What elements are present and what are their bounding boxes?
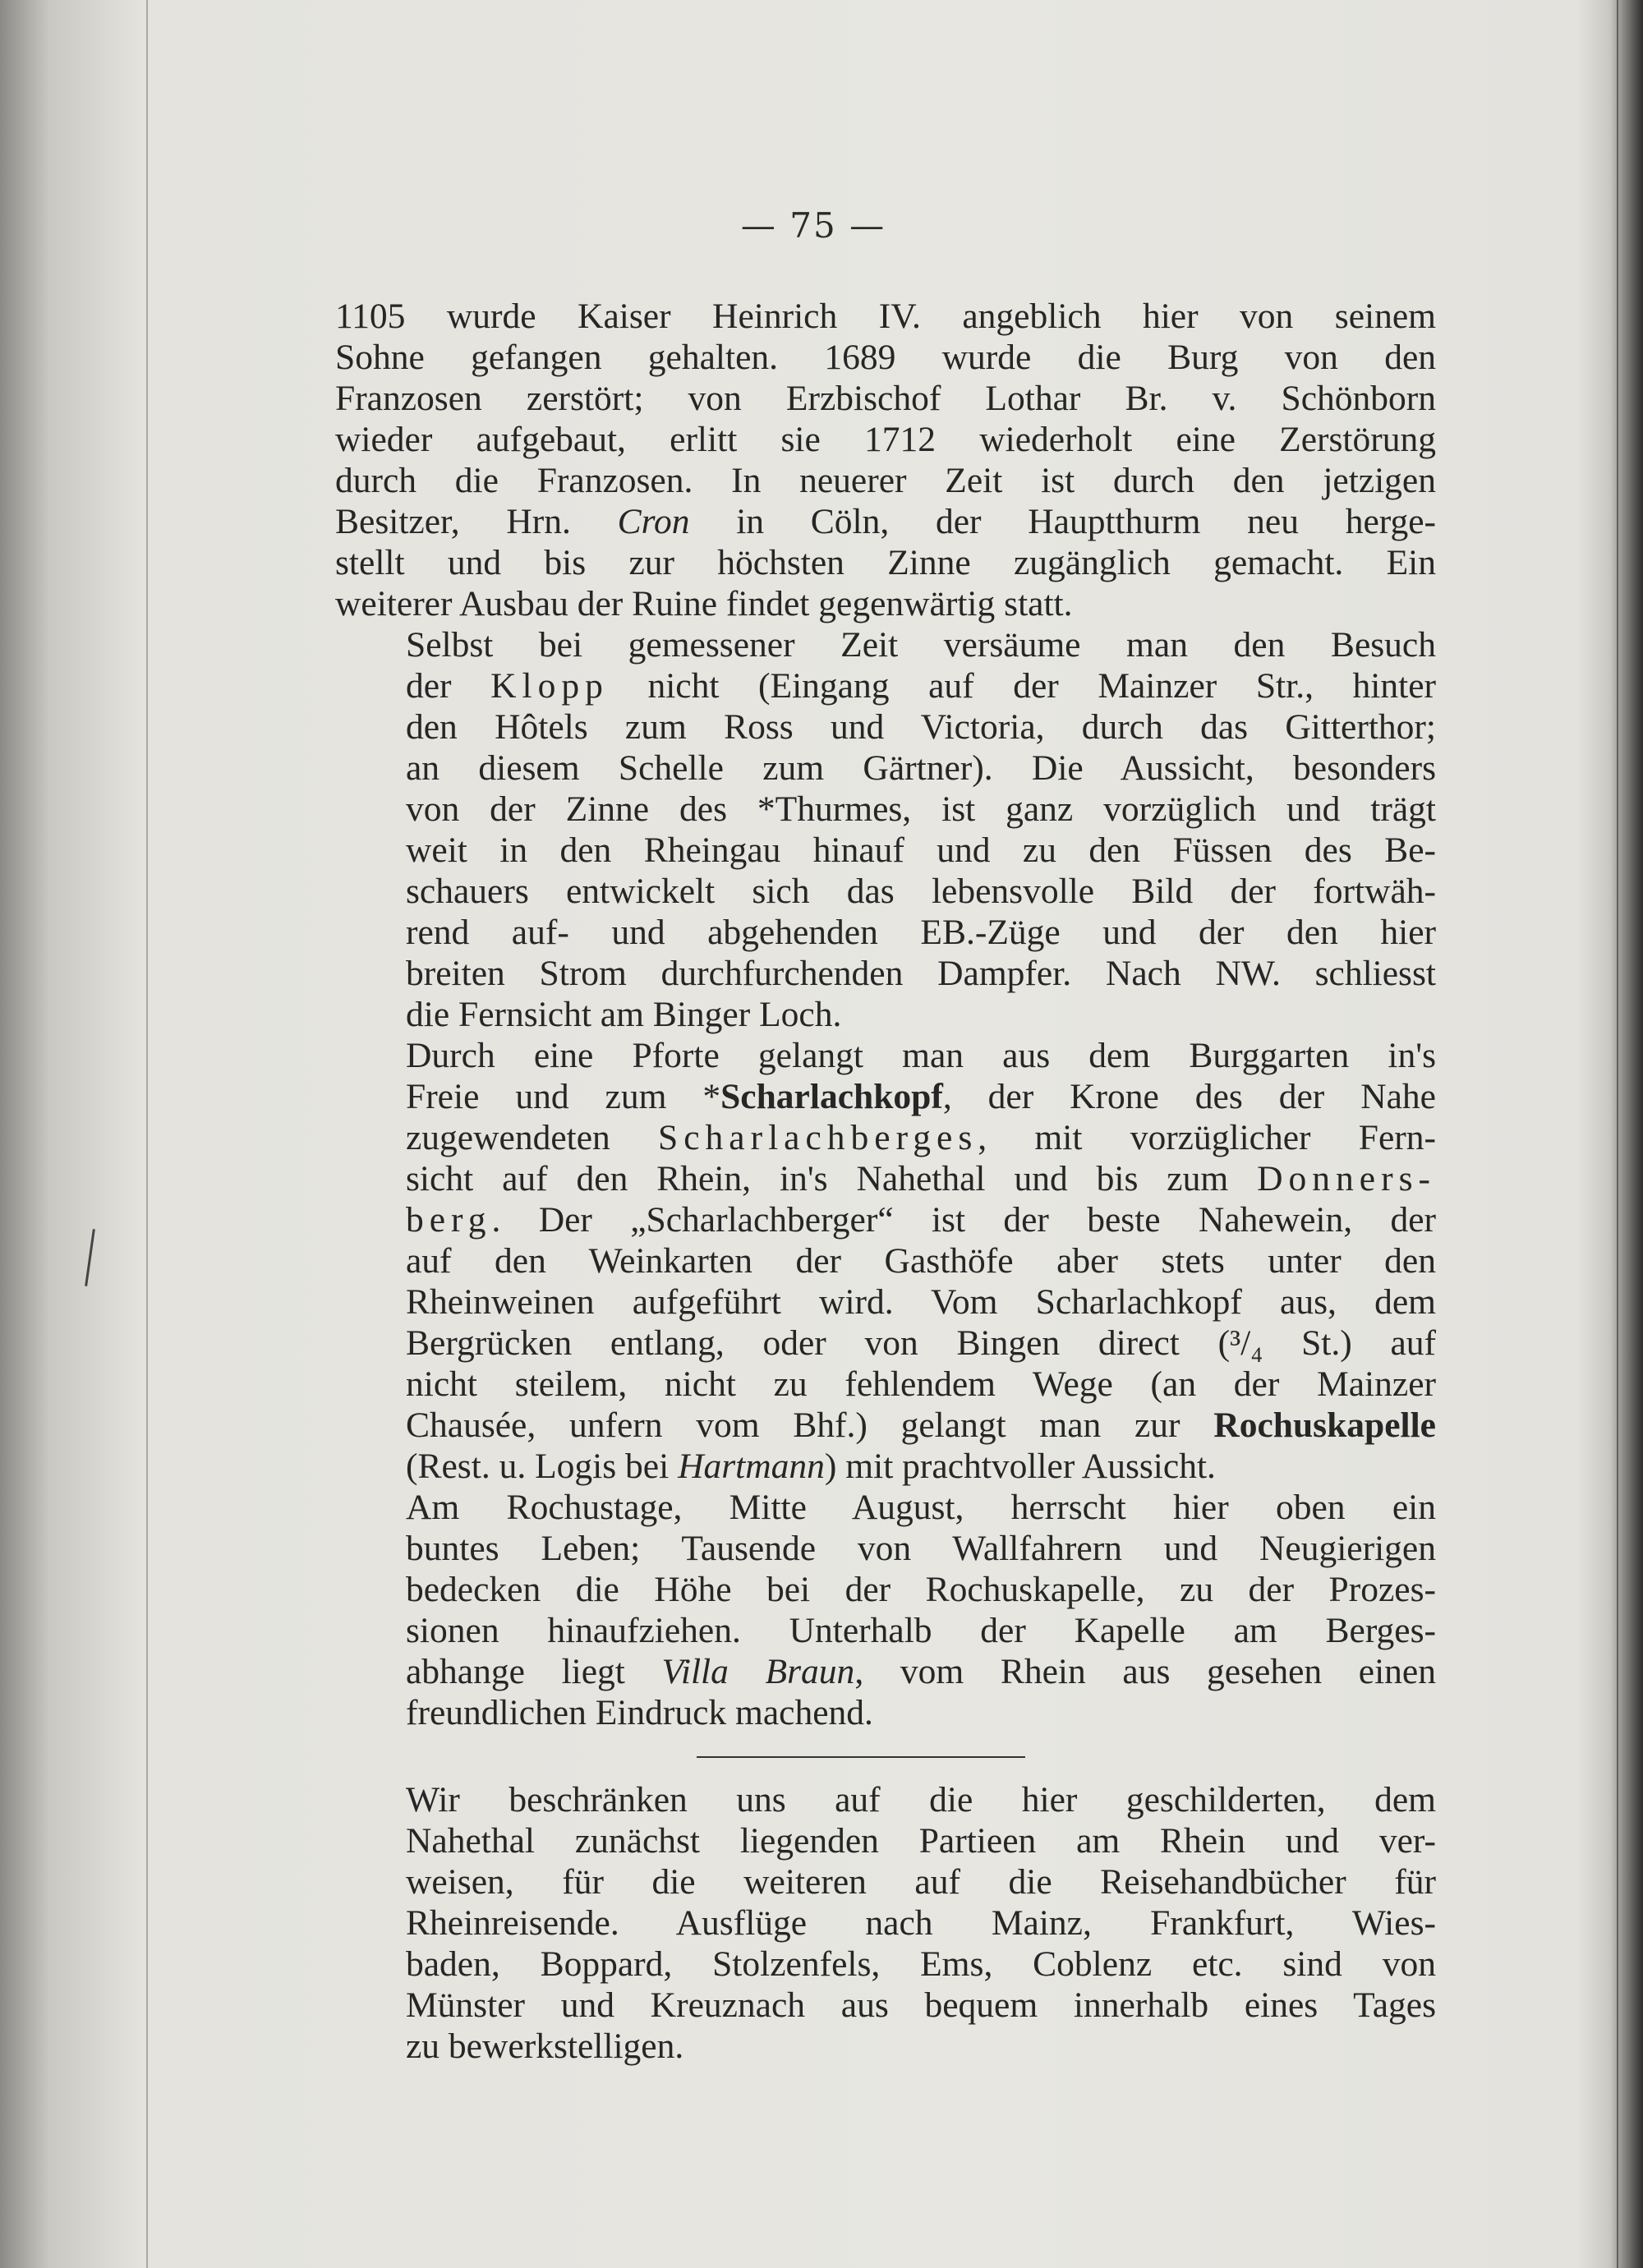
text-line: bedecken die Höhe bei der Rochuskapelle, zu der Prozes- (406, 1570, 1436, 1609)
gutter-line (146, 0, 148, 2268)
text-line: schauers entwickelt sich das lebensvolle Bild der fortwäh- (406, 872, 1436, 911)
text-line: sicht auf den Rhein, in's Nahethal und bis zum Donners- (406, 1159, 1436, 1198)
text-line: breiten Strom durchfurchenden Dampfer. Nach NW. schliesst (406, 954, 1436, 993)
text-line: die Fernsicht am Binger Loch. (406, 995, 842, 1034)
text-line: Nahethal zunächst liegenden Partieen am Rhein und ver- (406, 1821, 1436, 1861)
text-line: zugewendeten Scharlachberges, mit vorzüglicher Fern- (406, 1118, 1436, 1157)
text-line: weisen, für die weiteren auf die Reisehandbücher für (406, 1862, 1436, 1902)
text-line: Wir beschränken uns auf die hier geschilderten, dem (406, 1780, 1436, 1819)
text-line: den Hôtels zum Ross und Victoria, durch das Gitterthor; (406, 707, 1436, 747)
text-line: abhange liegt Villa Braun, vom Rhein aus gesehen einen (406, 1652, 1436, 1691)
paragraph (335, 1779, 1436, 2067)
text-line: Rheinweinen aufgeführt wird. Vom Scharlachkopf aus, dem (406, 1282, 1436, 1322)
text-line: zu bewerkstelligen. (406, 2026, 684, 2066)
text-line: Selbst bei gemessener Zeit versäume man den Besuch (406, 625, 1436, 665)
bold-emphasis: Scharlachkopf (720, 1077, 943, 1116)
text-line: Sohne gefangen gehalten. 1689 wurde die Burg von den (335, 338, 1436, 377)
text-line: Franzosen zerstört; von Erzbischof Lothar Br. v. Schönborn (335, 379, 1436, 418)
spaced-emphasis: Scharlachberges (658, 1118, 978, 1157)
text-line: Bergrücken entlang, oder von Bingen direct (³/₄ St.) auf (406, 1323, 1436, 1363)
text-line: rend auf- und abgehenden EB.-Züge und der den hier (406, 913, 1436, 952)
paragraph (335, 1035, 1436, 1487)
text-line: Münster und Kreuznach aus bequem innerhalb eines Tages (406, 1985, 1436, 2025)
spaced-emphasis: Klopp (490, 666, 609, 706)
text-line: auf den Weinkarten der Gasthöfe aber stets unter den (406, 1241, 1436, 1281)
stray-mark (85, 1229, 95, 1286)
text-line: der Klopp nicht (Eingang auf der Mainzer Str., hinter (406, 666, 1436, 706)
text-line: Am Rochustage, Mitte August, herrscht hier oben ein (406, 1488, 1436, 1527)
text-line: weit in den Rheingau hinauf und zu den Füssen des Be- (406, 830, 1436, 870)
section-divider (697, 1756, 1025, 1758)
text-line: 1105 wurde Kaiser Heinrich IV. angeblich hier von seinem (335, 297, 1436, 336)
text-line: durch die Franzosen. In neuerer Zeit ist durch den jetzigen (335, 461, 1436, 500)
italic-name: Hartmann (678, 1447, 825, 1486)
text-line: buntes Leben; Tausende von Wallfahrern und Neugierigen (406, 1529, 1436, 1568)
text-line: baden, Boppard, Stolzenfels, Ems, Coblenz etc. sind von (406, 1944, 1436, 1984)
italic-name: Cron (617, 502, 690, 541)
text-line: (Rest. u. Logis bei Hartmann) mit prachtvoller Aussicht. (406, 1447, 1216, 1486)
spaced-emphasis: Donners- (1257, 1159, 1436, 1198)
text-line: weiterer Ausbau der Ruine findet gegenwärtig statt. (335, 584, 1073, 623)
page-number: — 75 — (740, 205, 886, 246)
text-line: Freie und zum *Scharlachkopf, der Krone des der Nahe (406, 1077, 1436, 1116)
text-line: nicht steilem, nicht zu fehlendem Wege (an der Mainzer (406, 1364, 1436, 1404)
bold-emphasis: Rochuskapelle (1213, 1405, 1436, 1445)
text-line: Rheinreisende. Ausflüge nach Mainz, Frankfurt, Wies- (406, 1903, 1436, 1943)
text-line: Durch eine Pforte gelangt man aus dem Burggarten in's (406, 1036, 1436, 1075)
text-line: berg. Der „Scharlachberger“ ist der beste Nahewein, der (406, 1200, 1436, 1240)
text-line: von der Zinne des *Thurmes, ist ganz vorzüglich und trägt (406, 789, 1436, 829)
text-line: an diesem Schelle zum Gärtner). Die Aussicht, besonders (406, 748, 1436, 788)
text-line: sionen hinaufziehen. Unterhalb der Kapelle am Berges- (406, 1611, 1436, 1650)
text-line: Besitzer, Hrn. Cron in Cöln, der Hauptthurm neu herge- (335, 502, 1436, 541)
paragraph (335, 296, 1436, 624)
text-line: freundlichen Eindruck machend. (406, 1693, 873, 1732)
page-body (335, 296, 1436, 2067)
paragraph (335, 624, 1436, 1035)
italic-name: Villa Braun (661, 1652, 855, 1691)
text-line: Chausée, unfern vom Bhf.) gelangt man zur Rochuskapelle (406, 1405, 1436, 1445)
text-line: wieder aufgebaut, erlitt sie 1712 wiederholt eine Zerstörung (335, 420, 1436, 459)
page-edge (1617, 0, 1618, 2268)
paragraph (335, 1487, 1436, 1733)
spaced-emphasis: berg (406, 1200, 492, 1240)
text-line: stellt und bis zur höchsten Zinne zugänglich gemacht. Ein (335, 543, 1436, 582)
